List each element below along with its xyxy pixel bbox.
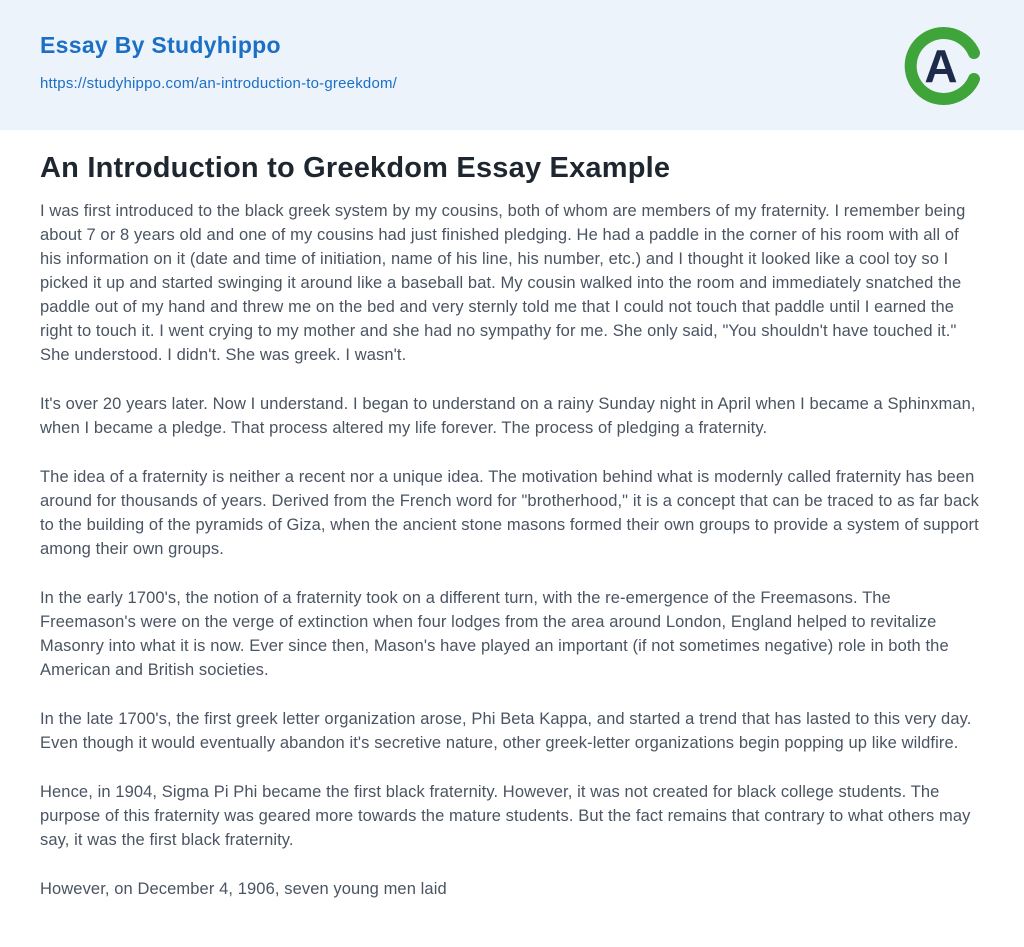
article-paragraph: The idea of a fraternity is neither a recent nor a unique idea. The motivation behind what is modernly called fraternity has been around for thousands of years. Derived from the French word for "brotherhood," it is a concept that can be traced to as far back to the building of the pyramids of Giza, when the ancient stone masons formed their own groups to provide a system of support among their own groups. <box>40 468 979 558</box>
article-paragraph: However, on December 4, 1906, seven young men laid <box>40 880 447 898</box>
article-paragraph: Hence, in 1904, Sigma Pi Phi became the first black fraternity. However, it was not created for black college students. The purpose of this fraternity was geared more towards the mature students. But the fact remains that contrary to what others may say, it was the first black fraternity. <box>40 783 971 849</box>
article-paragraph: It's over 20 years later. Now I understand. I began to understand on a rainy Sunday night in April when I became a Sphinxman, when I became a pledge. That process altered my life forever. The process of pledging a fraternity. <box>40 395 976 437</box>
article-paragraph: In the early 1700's, the notion of a fraternity took on a different turn, with the re-emergence of the Freemasons. The Freemason's were on the verge of extinction when four lodges from the area around London, England helped to revitalize Masonry into what it is now. Ever since then, Mason's have played an important (if not sometimes negative) role in both the American and British societies. <box>40 589 949 679</box>
article <box>0 130 1024 941</box>
studyhippo-logo-icon <box>904 26 984 106</box>
article-paragraph: I was first introduced to the black greek system by my cousins, both of whom are members of my fraternity. I remember being about 7 or 8 years old and one of my cousins had just finished pledging. He had a paddle in the corner of his room with all of his information on it (date and time of initiation, name of his line, his number, etc.) and I thought it looked like a cool toy so I picked it up and started swinging it around like a baseball bat. My cousin walked into the room and immediately snatched the paddle out of my hand and threw me on the bed and very sternly told me that I could not touch that paddle until I earned the right to touch it. I went crying to my mother and she had no sympathy for me. She only said, "You shouldn't have touched it." She understood. I didn't. She was greek. I wasn't. <box>40 202 966 364</box>
page-title: An Introduction to Greekdom Essay Example <box>40 152 671 184</box>
article-body <box>40 199 984 901</box>
source-url-link[interactable]: https://studyhippo.com/an-introduction-to-greekdom/ <box>40 75 398 92</box>
site-header <box>0 0 1024 130</box>
site-name: Essay By Studyhippo <box>40 32 281 58</box>
header-text-block <box>40 26 397 93</box>
logo-letter: A <box>924 40 958 92</box>
article-paragraph: In the late 1700's, the first greek letter organization arose, Phi Beta Kappa, and started a trend that has lasted to this very day. Even though it would eventually abandon it's secretive nature, other greek-letter organizations begin popping up like wildfire. <box>40 710 972 752</box>
